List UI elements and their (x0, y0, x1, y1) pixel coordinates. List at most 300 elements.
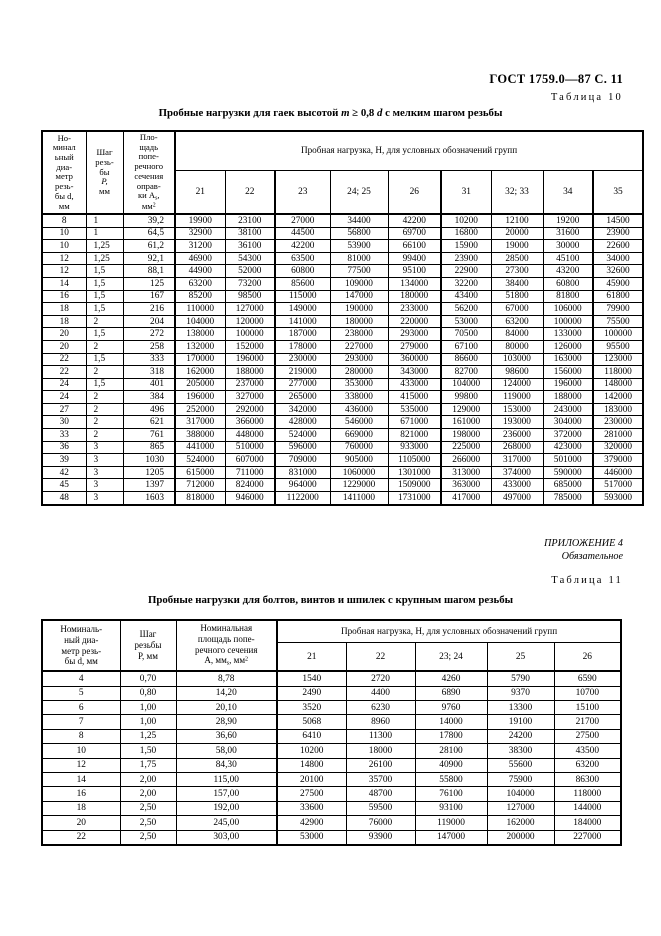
cell-pitch: 2,50 (120, 816, 176, 830)
cell-load: 133000 (543, 328, 593, 341)
cell-load: 53900 (330, 240, 388, 253)
cell-diameter: 7 (42, 715, 120, 729)
t10-col-23: 23 (275, 170, 330, 214)
page-header: ГОСТ 1759.0—87 С. 11 (489, 72, 623, 86)
cell-pitch: 1,00 (120, 715, 176, 729)
cell-pitch: 2,50 (120, 801, 176, 815)
cell-diameter: 48 (42, 492, 86, 505)
cell-load: 22600 (593, 240, 643, 253)
cell-load: 40900 (415, 758, 487, 772)
cell-load: 14000 (415, 715, 487, 729)
cell-diameter: 22 (42, 366, 86, 379)
cell-load: 497000 (491, 492, 543, 505)
cell-area: 28,90 (176, 715, 277, 729)
cell-load: 93100 (415, 801, 487, 815)
cell-load: 760000 (330, 441, 388, 454)
table-row (42, 290, 643, 303)
cell-load: 669000 (330, 429, 388, 442)
cell-load: 129000 (441, 403, 491, 416)
cell-load: 446000 (593, 466, 643, 479)
cell-load: 66100 (388, 240, 441, 253)
cell-load: 28100 (415, 744, 487, 758)
cell-load: 19100 (487, 715, 554, 729)
cell-area: 125 (123, 277, 175, 290)
cell-pitch: 1 (86, 227, 123, 240)
cell-load: 100000 (593, 328, 643, 341)
cell-area: 39,2 (123, 214, 175, 227)
cell-load: 27500 (277, 787, 346, 801)
cell-area: 64,5 (123, 227, 175, 240)
cell-load: 14500 (593, 214, 643, 227)
cell-load: 366000 (225, 416, 275, 429)
cell-load: 6410 (277, 729, 346, 743)
t10-col-31: 31 (441, 170, 491, 214)
cell-load: 81800 (543, 290, 593, 303)
t11-col-25: 25 (487, 643, 554, 671)
t10-col-34: 34 (543, 170, 593, 214)
cell-diameter: 39 (42, 454, 86, 467)
cell-load: 45900 (593, 277, 643, 290)
cell-load: 42200 (388, 214, 441, 227)
cell-pitch: 1,5 (86, 277, 123, 290)
cell-pitch: 2 (86, 315, 123, 328)
cell-load: 80000 (491, 340, 543, 353)
cell-load: 281000 (593, 429, 643, 442)
cell-load: 448000 (225, 429, 275, 442)
cell-load: 30000 (543, 240, 593, 253)
cell-load: 360000 (388, 353, 441, 366)
cell-diameter: 6 (42, 701, 120, 715)
cell-load: 34400 (330, 214, 388, 227)
cell-load: 183000 (593, 403, 643, 416)
cell-load: 144000 (554, 801, 621, 815)
cell-load: 147000 (415, 830, 487, 845)
cell-load: 27000 (275, 214, 330, 227)
cell-pitch: 2 (86, 340, 123, 353)
cell-area: 1397 (123, 479, 175, 492)
cell-load: 84000 (491, 328, 543, 341)
cell-load: 441000 (175, 441, 225, 454)
cell-load: 104000 (487, 787, 554, 801)
table-row (42, 366, 643, 379)
cell-area: 8,78 (176, 671, 277, 686)
cell-load: 230000 (275, 353, 330, 366)
cell-diameter: 8 (42, 729, 120, 743)
table-11-body (42, 671, 621, 845)
cell-load: 313000 (441, 466, 491, 479)
cell-diameter: 14 (42, 772, 120, 786)
cell-load: 317000 (175, 416, 225, 429)
cell-area: 384 (123, 391, 175, 404)
table-row (42, 671, 621, 686)
cell-load: 16800 (441, 227, 491, 240)
cell-load: 63200 (175, 277, 225, 290)
cell-load: 8960 (346, 715, 415, 729)
table-row (42, 252, 643, 265)
cell-load: 596000 (275, 441, 330, 454)
table-10-title-suffix: с мелким шагом резьбы (382, 107, 503, 119)
cell-load: 946000 (225, 492, 275, 505)
cell-load: 20100 (277, 772, 346, 786)
cell-load: 15100 (554, 701, 621, 715)
cell-load: 119000 (491, 391, 543, 404)
cell-load: 61800 (593, 290, 643, 303)
cell-load: 1509000 (388, 479, 441, 492)
cell-load: 374000 (491, 466, 543, 479)
cell-pitch: 1,5 (86, 290, 123, 303)
cell-load: 292000 (225, 403, 275, 416)
cell-load: 188000 (225, 366, 275, 379)
cell-load: 9370 (487, 686, 554, 700)
table-row (42, 479, 643, 492)
cell-pitch: 2 (86, 403, 123, 416)
cell-load: 138000 (175, 328, 225, 341)
cell-area: 1603 (123, 492, 175, 505)
cell-area: 1205 (123, 466, 175, 479)
cell-load: 124000 (491, 378, 543, 391)
cell-load: 161000 (441, 416, 491, 429)
cell-pitch: 1,50 (120, 744, 176, 758)
cell-load: 127000 (225, 303, 275, 316)
appendix-obligatory: Обязательное (561, 551, 623, 563)
table-row (42, 701, 621, 715)
cell-load: 98500 (225, 290, 275, 303)
cell-load: 5068 (277, 715, 346, 729)
cell-load: 19200 (543, 214, 593, 227)
cell-load: 905000 (330, 454, 388, 467)
cell-load: 141000 (275, 315, 330, 328)
cell-load: 265000 (275, 391, 330, 404)
cell-load: 156000 (543, 366, 593, 379)
table-row (42, 328, 643, 341)
cell-load: 85600 (275, 277, 330, 290)
cell-load: 23100 (225, 214, 275, 227)
cell-load: 24200 (487, 729, 554, 743)
cell-load: 196000 (543, 378, 593, 391)
cell-load: 933000 (388, 441, 441, 454)
cell-load: 593000 (593, 492, 643, 505)
cell-load: 711000 (225, 466, 275, 479)
t10-header-pitch: Шаг резь- бы P, мм (86, 131, 123, 214)
cell-pitch: 2,50 (120, 830, 176, 845)
cell-load: 73200 (225, 277, 275, 290)
cell-load: 4400 (346, 686, 415, 700)
cell-load: 524000 (275, 429, 330, 442)
cell-load: 67000 (491, 303, 543, 316)
cell-load: 99800 (441, 391, 491, 404)
cell-load: 55600 (487, 758, 554, 772)
cell-diameter: 24 (42, 391, 86, 404)
table-row (42, 441, 643, 454)
cell-area: 761 (123, 429, 175, 442)
cell-load: 293000 (388, 328, 441, 341)
cell-load: 238000 (330, 328, 388, 341)
cell-load: 338000 (330, 391, 388, 404)
cell-load: 6590 (554, 671, 621, 686)
cell-load: 4260 (415, 671, 487, 686)
t10-col-32-33: 32; 33 (491, 170, 543, 214)
cell-diameter: 18 (42, 315, 86, 328)
cell-load: 55800 (415, 772, 487, 786)
table-row (42, 340, 643, 353)
cell-load: 38300 (487, 744, 554, 758)
t10-header-diameter: Но- минал ьный диа- метр резь- бы d, мм (42, 131, 86, 214)
t10-header-group-title: Пробная нагрузка, Н, для условных обозначений групп (175, 131, 643, 170)
cell-load: 233000 (388, 303, 441, 316)
t11-col-21: 21 (277, 643, 346, 671)
cell-area: 36,60 (176, 729, 277, 743)
cell-load: 428000 (275, 416, 330, 429)
cell-load: 317000 (491, 454, 543, 467)
cell-load: 198000 (441, 429, 491, 442)
cell-load: 46900 (175, 252, 225, 265)
cell-load: 2720 (346, 671, 415, 686)
cell-load: 1540 (277, 671, 346, 686)
cell-area: 204 (123, 315, 175, 328)
cell-load: 180000 (330, 315, 388, 328)
cell-load: 32200 (441, 277, 491, 290)
cell-load: 54300 (225, 252, 275, 265)
cell-load: 20000 (491, 227, 543, 240)
t10-col-24-25: 24; 25 (330, 170, 388, 214)
cell-area: 245,00 (176, 816, 277, 830)
cell-load: 100000 (225, 328, 275, 341)
cell-load: 196000 (225, 353, 275, 366)
cell-load: 252000 (175, 403, 225, 416)
cell-load: 188000 (543, 391, 593, 404)
cell-area: 61,2 (123, 240, 175, 253)
cell-load: 134000 (388, 277, 441, 290)
cell-pitch: 2 (86, 429, 123, 442)
cell-load: 110000 (175, 303, 225, 316)
cell-area: 621 (123, 416, 175, 429)
cell-load: 132000 (175, 340, 225, 353)
table-row (42, 787, 621, 801)
cell-load: 219000 (275, 366, 330, 379)
cell-load: 3520 (277, 701, 346, 715)
cell-load: 433000 (388, 378, 441, 391)
cell-load: 1105000 (388, 454, 441, 467)
cell-load: 43400 (441, 290, 491, 303)
cell-area: 92,1 (123, 252, 175, 265)
cell-load: 178000 (275, 340, 330, 353)
cell-load: 163000 (543, 353, 593, 366)
cell-area: 167 (123, 290, 175, 303)
cell-load: 1731000 (388, 492, 441, 505)
cell-load: 69700 (388, 227, 441, 240)
cell-load: 27300 (491, 265, 543, 278)
cell-area: 865 (123, 441, 175, 454)
cell-load: 21700 (554, 715, 621, 729)
cell-diameter: 20 (42, 340, 86, 353)
cell-pitch: 3 (86, 492, 123, 505)
cell-load: 70500 (441, 328, 491, 341)
cell-load: 243000 (543, 403, 593, 416)
cell-load: 19900 (175, 214, 225, 227)
t10-header-area: Пло- щадь попе- речного сечения оправ- ки $A_s$, $мм^2$ (123, 131, 175, 214)
cell-load: 28500 (491, 252, 543, 265)
cell-load: 56200 (441, 303, 491, 316)
t11-header-group-title: Пробная нагрузка, Н, для условных обозначений групп (277, 620, 621, 643)
cell-load: 77500 (330, 265, 388, 278)
cell-load: 99400 (388, 252, 441, 265)
table-10-title-prefix: Пробные нагрузки для гаек высотой (158, 107, 342, 119)
cell-pitch: 2,00 (120, 772, 176, 786)
cell-load: 100000 (543, 315, 593, 328)
cell-load: 436000 (330, 403, 388, 416)
cell-pitch: 3 (86, 454, 123, 467)
cell-load: 353000 (330, 378, 388, 391)
table-row (42, 830, 621, 845)
table-row (42, 758, 621, 772)
cell-load: 379000 (593, 454, 643, 467)
cell-load: 227000 (554, 830, 621, 845)
cell-load: 103000 (491, 353, 543, 366)
cell-area: 496 (123, 403, 175, 416)
cell-load: 75500 (593, 315, 643, 328)
cell-load: 42900 (277, 816, 346, 830)
cell-load: 126000 (543, 340, 593, 353)
table-row (42, 429, 643, 442)
table-10-label: Таблица 10 (550, 92, 623, 103)
cell-load: 35700 (346, 772, 415, 786)
cell-load: 279000 (388, 340, 441, 353)
cell-load: 433000 (491, 479, 543, 492)
table-row (42, 403, 643, 416)
cell-load: 236000 (491, 429, 543, 442)
t11-col-23-24: 23; 24 (415, 643, 487, 671)
cell-load: 388000 (175, 429, 225, 442)
cell-load: 818000 (175, 492, 225, 505)
table-10-title-value: 0,8 (360, 107, 378, 119)
table-row (42, 801, 621, 815)
cell-load: 98600 (491, 366, 543, 379)
cell-diameter: 20 (42, 816, 120, 830)
cell-load: 6230 (346, 701, 415, 715)
cell-pitch: 1,25 (120, 729, 176, 743)
table-row (42, 816, 621, 830)
cell-diameter: 10 (42, 240, 86, 253)
cell-load: 33600 (277, 801, 346, 815)
cell-load: 127000 (487, 801, 554, 815)
cell-diameter: 36 (42, 441, 86, 454)
cell-load: 76000 (346, 816, 415, 830)
table-row (42, 492, 643, 505)
cell-load: 535000 (388, 403, 441, 416)
cell-diameter: 5 (42, 686, 120, 700)
table-11-label: Таблица 11 (551, 575, 623, 586)
cell-pitch: 1,5 (86, 265, 123, 278)
cell-load: 19000 (491, 240, 543, 253)
cell-area: 20,10 (176, 701, 277, 715)
cell-load: 18000 (346, 744, 415, 758)
cell-area: 258 (123, 340, 175, 353)
table-row (42, 454, 643, 467)
cell-load: 220000 (388, 315, 441, 328)
cell-pitch: 0,70 (120, 671, 176, 686)
cell-load: 51800 (491, 290, 543, 303)
cell-pitch: 1,25 (86, 240, 123, 253)
cell-load: 147000 (330, 290, 388, 303)
cell-load: 52000 (225, 265, 275, 278)
cell-load: 34000 (593, 252, 643, 265)
cell-pitch: 3 (86, 479, 123, 492)
table-row (42, 378, 643, 391)
cell-load: 524000 (175, 454, 225, 467)
cell-pitch: 0,80 (120, 686, 176, 700)
cell-load: 266000 (441, 454, 491, 467)
cell-diameter: 4 (42, 671, 120, 686)
table-10-title-symbol-m: m (341, 107, 350, 119)
cell-pitch: 1 (86, 214, 123, 227)
cell-load: 1060000 (330, 466, 388, 479)
table-row (42, 466, 643, 479)
cell-load: 82700 (441, 366, 491, 379)
cell-load: 1229000 (330, 479, 388, 492)
cell-pitch: 1,75 (120, 758, 176, 772)
cell-load: 1301000 (388, 466, 441, 479)
t11-header-pitch: Шаг резьбы P, мм (120, 620, 176, 671)
cell-load: 187000 (275, 328, 330, 341)
t10-col-35: 35 (593, 170, 643, 214)
cell-diameter: 10 (42, 744, 120, 758)
cell-area: 58,00 (176, 744, 277, 758)
cell-load: 153000 (491, 403, 543, 416)
cell-pitch: 2 (86, 416, 123, 429)
t10-col-26: 26 (388, 170, 441, 214)
cell-load: 106000 (543, 303, 593, 316)
cell-load: 60800 (543, 277, 593, 290)
cell-load: 709000 (275, 454, 330, 467)
cell-load: 1411000 (330, 492, 388, 505)
cell-diameter: 27 (42, 403, 86, 416)
cell-load: 200000 (487, 830, 554, 845)
cell-area: 216 (123, 303, 175, 316)
cell-load: 227000 (330, 340, 388, 353)
cell-load: 31600 (543, 227, 593, 240)
cell-load: 23900 (441, 252, 491, 265)
cell-load: 109000 (330, 277, 388, 290)
cell-load: 44500 (275, 227, 330, 240)
cell-load: 193000 (491, 416, 543, 429)
cell-load: 180000 (388, 290, 441, 303)
cell-area: 272 (123, 328, 175, 341)
cell-area: 84,30 (176, 758, 277, 772)
cell-load: 44900 (175, 265, 225, 278)
cell-load: 2490 (277, 686, 346, 700)
cell-load: 85200 (175, 290, 225, 303)
cell-diameter: 10 (42, 227, 86, 240)
cell-load: 38400 (491, 277, 543, 290)
cell-area: 303,00 (176, 830, 277, 845)
cell-diameter: 18 (42, 303, 86, 316)
cell-load: 190000 (330, 303, 388, 316)
cell-load: 11300 (346, 729, 415, 743)
cell-pitch: 1,5 (86, 353, 123, 366)
cell-load: 831000 (275, 466, 330, 479)
cell-load: 10200 (441, 214, 491, 227)
cell-load: 277000 (275, 378, 330, 391)
t11-col-26: 26 (554, 643, 621, 671)
cell-area: 14,20 (176, 686, 277, 700)
table-10-body (42, 214, 643, 505)
cell-pitch: 2,00 (120, 787, 176, 801)
cell-area: 333 (123, 353, 175, 366)
cell-load: 27500 (554, 729, 621, 743)
cell-load: 93900 (346, 830, 415, 845)
cell-pitch: 1,5 (86, 303, 123, 316)
cell-load: 162000 (487, 816, 554, 830)
